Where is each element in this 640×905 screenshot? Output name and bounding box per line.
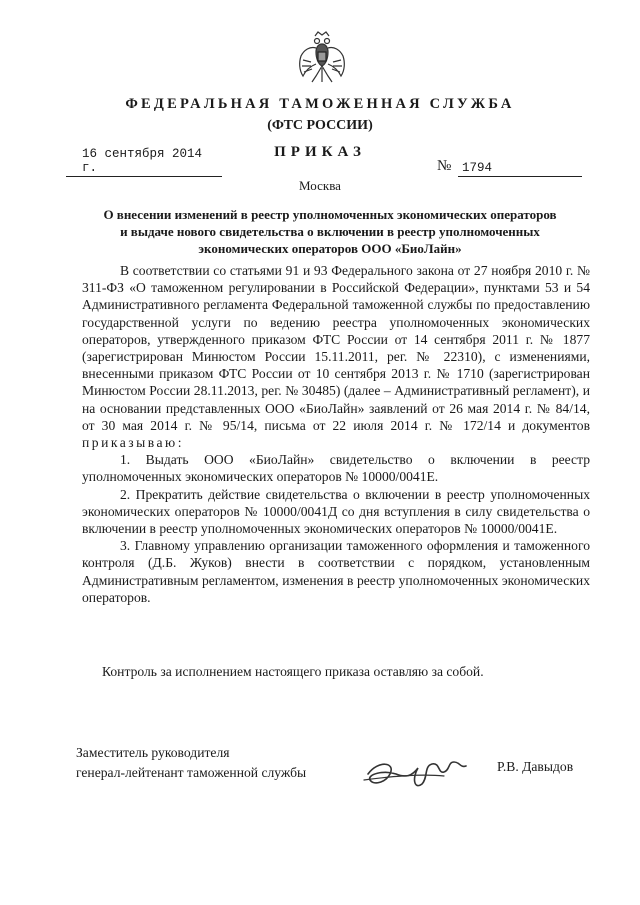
order-item: 2. Прекратить действие свидетельства о включении в реестр уполномоченных экономических операторов № 10000/0041Д со дня вступления в силу свидетельства о включении в реестр уполномоченных экономических операторов № 10000/0041Е. xyxy=(82,486,590,537)
document-subject xyxy=(70,206,590,257)
control-statement: Контроль за исполнением настоящего приказа оставляю за собой. xyxy=(102,664,484,679)
signer-position xyxy=(76,743,306,783)
number-line xyxy=(458,160,582,177)
document-number: 1794 xyxy=(462,161,493,175)
number-label: № xyxy=(437,158,452,174)
signer-position-line: генерал-лейтенант таможенной службы xyxy=(76,765,307,780)
document-date: 16 сентября 2014 г. xyxy=(82,147,203,175)
subject-line: и выдаче нового свидетельства о включении в реестр уполномоченных xyxy=(120,224,540,239)
city: Москва xyxy=(299,178,341,193)
document-body xyxy=(82,262,590,606)
subject-line: экономических операторов ООО «БиоЛайн» xyxy=(198,241,462,256)
order-item: 3. Главному управлению организации таможенного оформления и таможенного контроля (Д.Б. Жуков) внести в соответствии с порядком, установленным Административным регламентом, изменения в реестр уполномоченных экономических операторов. xyxy=(82,538,590,605)
date-line xyxy=(66,147,222,177)
signer-name: Р.В. Давыдов xyxy=(497,759,574,774)
coat-of-arms-emblem xyxy=(295,30,349,88)
agency-name: ФЕДЕРАЛЬНАЯ ТАМОЖЕННАЯ СЛУЖБА xyxy=(125,96,515,112)
order-word: приказываю: xyxy=(82,435,184,451)
preamble-paragraph xyxy=(82,262,590,451)
order-item: 1. Выдать ООО «БиоЛайн» свидетельство о включении в реестр уполномоченных экономических операторов № 10000/0041Е. xyxy=(82,452,590,485)
signer-position-line: Заместитель руководителя xyxy=(76,745,230,760)
preamble-text: В соответствии со статьями 91 и 93 Федерального закона от 27 ноября 2010 г. № 311-ФЗ «О таможенном регулировании в Российской Федерации», пунктами 53 и 54 Административного регламента Федеральной таможенной службы по предоставлению государственной услуги по ведению реестра уполномоченных экономических операторов, утвержденного приказом ФТС России от 14 сентября 2011 г. № 1877 (зарегистрирован Минюстом России 15.11.2011, рег. № 22310), с изменениями, внесенными приказом ФТС России от 10 сентября 2013 г. № 1710 (зарегистрирован Минюстом России 28.11.2013, рег. № 30485) (далее – Административный регламент), и на основании представленных ООО «БиоЛайн» заявлений от 26 мая 2014 г. № 84/14, от 30 мая 2014 г. № 95/14, письма от 22 июля 2014 г. № 172/14 и документов xyxy=(82,263,590,433)
subject-line: О внесении изменений в реестр уполномоченных экономических операторов xyxy=(103,207,557,222)
handwritten-signature xyxy=(360,746,490,796)
agency-short-name: (ФТС РОССИИ) xyxy=(267,118,373,133)
document-type: ПРИКАЗ xyxy=(274,144,366,160)
